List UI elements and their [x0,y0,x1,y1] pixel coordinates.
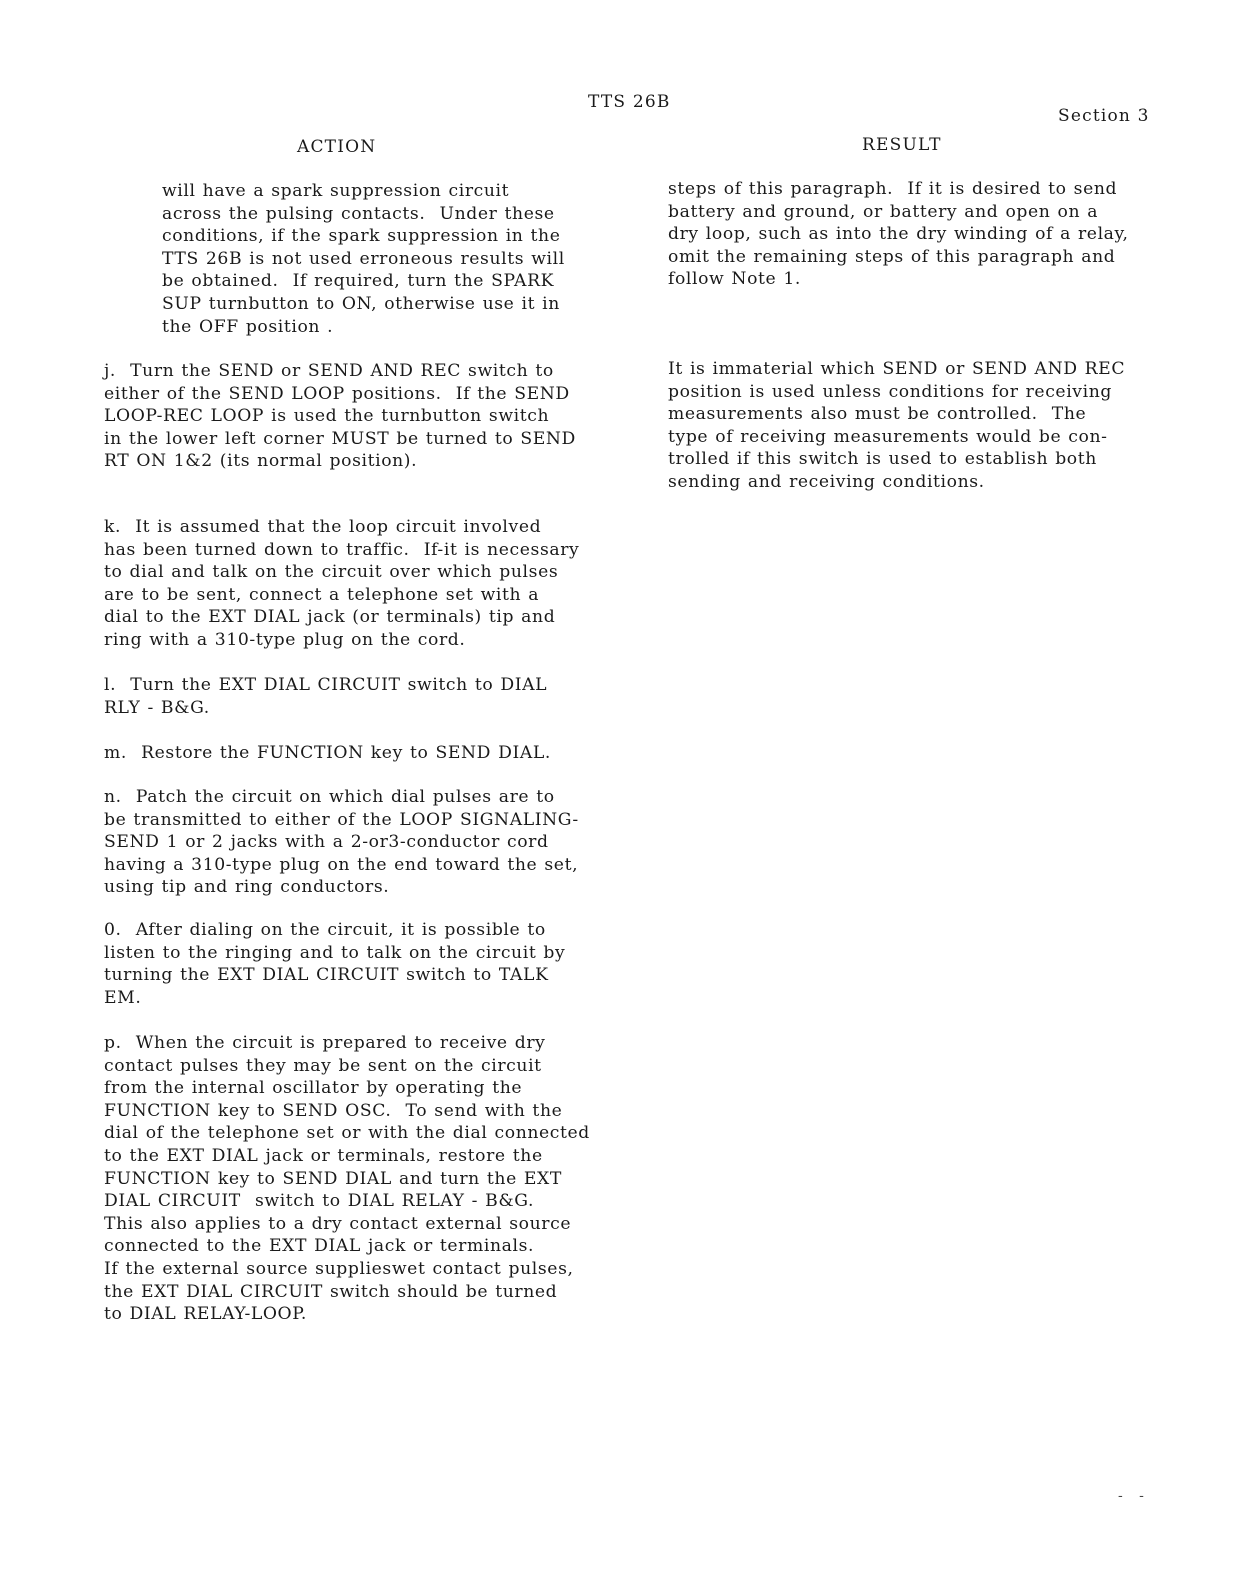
action-step-m [104,742,551,765]
action-step-p [104,1032,590,1326]
text-line: RLY - B&G. [104,697,210,718]
text-line: position is used unless conditions for receiving [668,381,1112,402]
text-line: FUNCTION key to SEND OSC. To send with the [104,1100,563,1121]
text-line: type of receiving measurements would be con- [668,426,1108,447]
text-line: It is immaterial which SEND or SEND AND REC [668,359,1126,379]
text-line: across the pulsing contacts. Under these [162,203,555,224]
text-line: be transmitted to either of the LOOP SIGNALING- [104,809,579,830]
text-line: omit the remaining steps of this paragraph and [668,246,1116,267]
text-line: This also applies to a dry contact external source [104,1213,572,1234]
action-step-n [104,786,579,899]
text-line: trolled if this switch is used to establish both [668,449,1097,470]
text-line: 0. After dialing on the circuit, it is possible to [104,920,546,940]
text-line: are to be sent, connect a telephone set with a [104,584,540,605]
page-footer-mark: - - [1118,1488,1150,1504]
text-line: dry loop, such as into the dry winding of a relay, [668,224,1129,245]
text-line: has been turned down to traffic. If-it is necessary [104,539,580,560]
result-step-j [668,358,1125,494]
action-step-i-continued [162,180,565,338]
text-line: sending and receiving conditions. [668,471,985,492]
text-line: TTS 26B is not used erroneous results will [162,248,565,269]
text-line: SUP turnbutton to ON, otherwise use it in [162,293,560,314]
result-step-i [668,178,1129,291]
text-line: RT ON 1&2 (its normal position). [104,451,418,472]
text-line: to the EXT DIAL jack or terminals, restore the [104,1145,543,1166]
text-line: contact pulses they may be sent on the circuit [104,1055,542,1076]
text-line: having a 310-type plug on the end toward the set, [104,854,579,875]
text-line: listen to the ringing and to talk on the circuit by [104,942,566,963]
text-line: SEND 1 or 2 jacks with a 2-or3-conductor cord [104,832,549,853]
text-line: conditions, if the spark suppression in the [162,226,561,247]
text-line: m. Restore the FUNCTION key to SEND DIAL. [104,743,551,763]
text-line: be obtained. If required, turn the SPARK [162,271,555,292]
text-line: FUNCTION key to SEND DIAL and turn the EXT [104,1168,562,1189]
text-line: dial of the telephone set or with the dial connected [104,1123,590,1144]
text-line: using tip and ring conductors. [104,877,390,898]
text-line: steps of this paragraph. If it is desired to send [668,179,1118,199]
text-line: dial to the EXT DIAL jack (or terminals) tip and [104,607,556,628]
text-line: l. Turn the EXT DIAL CIRCUIT switch to DIAL [104,675,548,695]
text-line: either of the SEND LOOP positions. If the SEND [104,383,570,404]
text-line: p. When the circuit is prepared to receive dry [104,1033,546,1053]
text-line: follow Note 1. [668,269,801,290]
section-label: Section 3 [1058,106,1150,126]
text-line: j. Turn the SEND or SEND AND REC switch to [104,361,554,381]
action-step-o [104,919,565,1009]
text-line: n. Patch the circuit on which dial pulses are to [104,787,555,807]
document-title: TTS 26B [588,92,671,112]
text-line: k. It is assumed that the loop circuit involved [104,517,542,537]
text-line: ring with a 310-type plug on the cord. [104,629,466,650]
action-step-j [104,360,576,473]
text-line: to DIAL RELAY-LOOP. [104,1304,307,1325]
result-column-heading: RESULT [862,135,942,155]
text-line: EM. [104,987,142,1008]
text-line: turning the EXT DIAL CIRCUIT switch to TALK [104,965,549,986]
text-line: from the internal oscillator by operating the [104,1078,523,1099]
action-step-k [104,516,579,652]
text-line: battery and ground, or battery and open on a [668,201,1099,222]
text-line: to dial and talk on the circuit over which pulses [104,562,559,583]
text-line: connected to the EXT DIAL jack or terminals. [104,1236,535,1257]
text-line: in the lower left corner MUST be turned to SEND [104,428,576,449]
text-line: will have a spark suppression circuit [162,181,510,201]
text-line: If the external source supplieswet contact pulses, [104,1258,574,1279]
text-line: DIAL CIRCUIT switch to DIAL RELAY - B&G. [104,1191,535,1212]
text-line: measurements also must be controlled. The [668,404,1087,425]
text-line: LOOP-REC LOOP is used the turnbutton switch [104,406,550,427]
action-step-l [104,674,547,719]
text-line: the EXT DIAL CIRCUIT switch should be turned [104,1281,558,1302]
action-column-heading: ACTION [297,137,377,157]
text-line: the OFF position . [162,316,334,337]
